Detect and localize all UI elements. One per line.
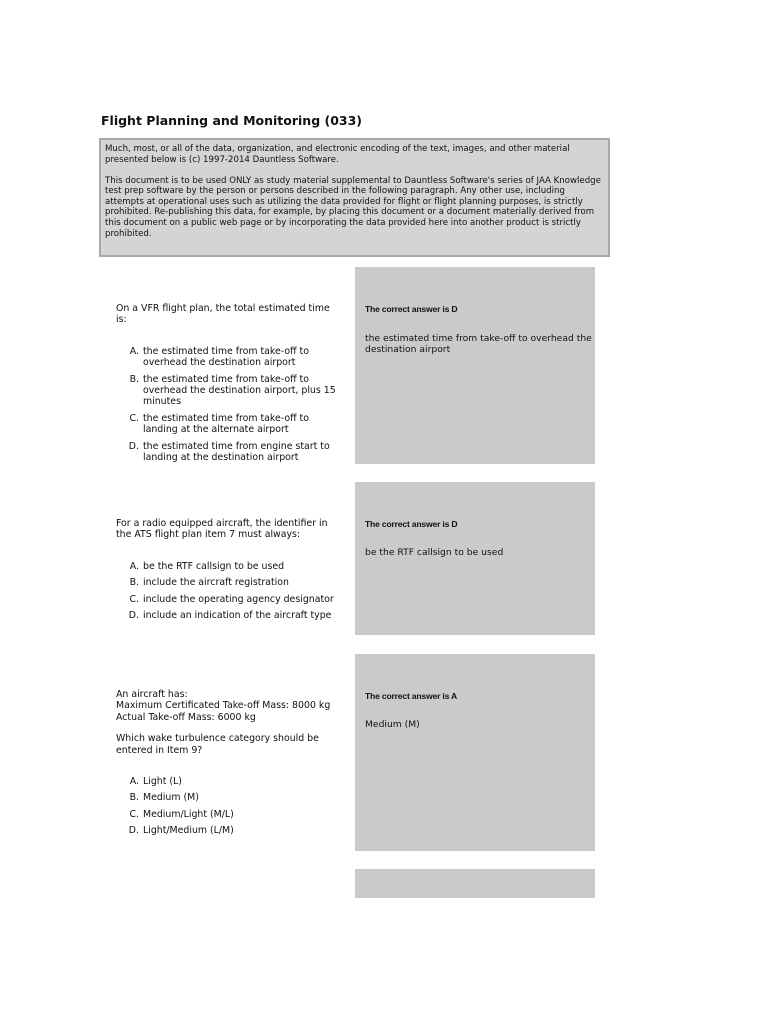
option-letter: D.: [128, 440, 139, 452]
option-text: be the RTF callsign to be used: [143, 560, 285, 572]
option-a: [116, 776, 342, 787]
option-letter: A.: [129, 560, 139, 572]
copyright-notice: [99, 138, 610, 257]
question-block: [116, 689, 342, 837]
option-b: [116, 792, 342, 803]
answer-box: [355, 654, 595, 851]
option-text: the estimated time from take-off to overhead the destination airport, plus 15 minutes: [143, 373, 336, 408]
option-letter: C.: [129, 412, 139, 424]
option-text: include the operating agency designator: [143, 593, 334, 605]
page-title: Flight Planning and Monitoring (033): [101, 113, 363, 128]
question-stem: [116, 303, 342, 326]
answer-heading: The correct answer is A: [365, 691, 458, 701]
question-text: On a VFR flight plan, the total estimated time is:: [116, 303, 330, 326]
answer-heading: The correct answer is D: [365, 519, 458, 529]
option-d: [116, 441, 342, 464]
question-stem: [116, 689, 342, 756]
answer-box: [355, 482, 595, 635]
question-text: For a radio equipped aircraft, the identifier in the ATS flight plan item 7 must always:: [116, 518, 328, 541]
option-c: [116, 809, 342, 820]
answer-options: [116, 776, 342, 837]
option-d: [116, 610, 342, 621]
option-text: Light (L): [143, 776, 182, 788]
answer-text: be the RTF callsign to be used: [365, 547, 504, 558]
answer-options: [116, 346, 342, 464]
option-letter: B.: [129, 373, 139, 385]
option-letter: A.: [129, 776, 139, 788]
option-a: [116, 561, 342, 572]
option-text: include the aircraft registration: [143, 577, 289, 589]
question-block: [116, 518, 342, 621]
question-text: An aircraft has: Maximum Certificated Take-off Mass: 8000 kg Actual Take-off Mass: 6000 kg: [116, 689, 331, 723]
option-b: [116, 577, 342, 588]
answer-box: [355, 267, 595, 464]
option-text: Medium (M): [143, 792, 199, 804]
option-letter: D.: [128, 825, 139, 837]
option-c: [116, 413, 342, 436]
option-letter: B.: [129, 792, 139, 804]
option-d: [116, 825, 342, 836]
option-text: Medium/Light (M/L): [143, 808, 234, 820]
notice-paragraph: Much, most, or all of the data, organization, and electronic encoding of the text, images, and other material presented below is (c) 1997-2014 Dauntless Software.: [105, 144, 570, 165]
question-text: Which wake turbulence category should be entered in Item 9?: [116, 733, 319, 756]
answer-heading: The correct answer is D: [365, 304, 458, 314]
option-letter: A.: [129, 345, 139, 357]
option-c: [116, 594, 342, 605]
question-stem: [116, 518, 342, 541]
answer-options: [116, 561, 342, 622]
option-letter: C.: [129, 808, 139, 820]
option-text: include an indication of the aircraft type: [143, 610, 332, 622]
answer-text: the estimated time from take-off to overhead the destination airport: [365, 333, 592, 356]
option-letter: D.: [128, 610, 139, 622]
question-block: [116, 303, 342, 463]
option-a: [116, 346, 342, 369]
answer-text: Medium (M): [365, 719, 420, 730]
option-letter: B.: [129, 577, 139, 589]
answer-box: [355, 869, 595, 898]
notice-paragraph: This document is to be used ONLY as study material supplemental to Dauntless Software's series of JAA Knowledge test prep software by the person or persons described in the following paragraph. Any other use, including attempts at operational uses such as utilizing the data provided for flight or flight planning purposes, is strictly prohibited. Re-publishing this data, for example, by placing this document or a document materially derived from this document on a public web page or by incorporating the data provided here into another product is strictly prohibited.: [105, 175, 601, 239]
option-text: Light/Medium (L/M): [143, 825, 234, 837]
option-b: [116, 374, 342, 408]
option-text: the estimated time from take-off to landing at the alternate airport: [143, 412, 309, 436]
option-text: the estimated time from take-off to overhead the destination airport: [143, 345, 309, 369]
option-text: the estimated time from engine start to landing at the destination airport: [143, 440, 330, 464]
option-letter: C.: [129, 593, 139, 605]
